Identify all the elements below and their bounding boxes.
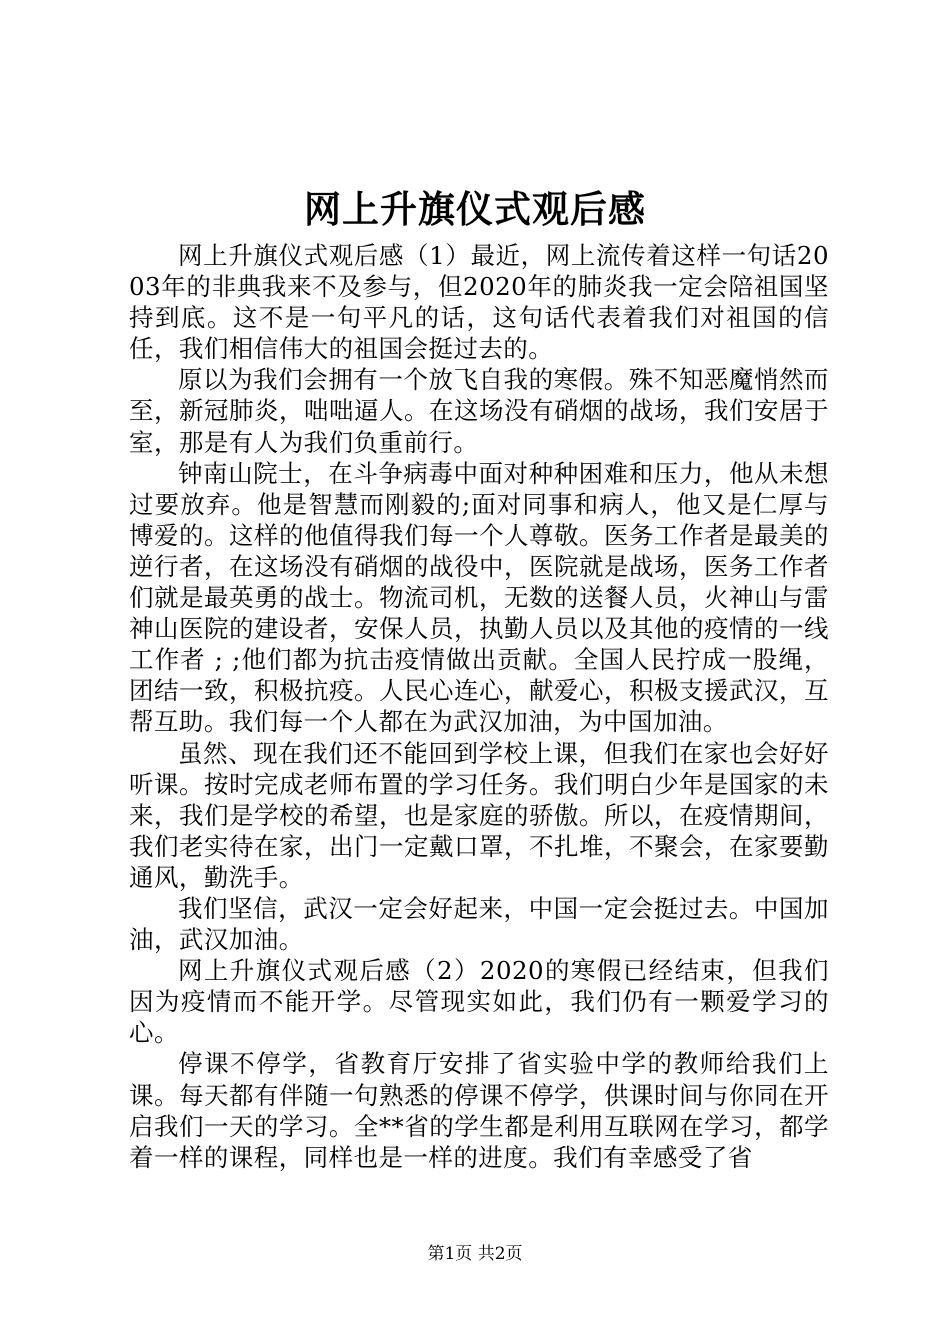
page-footer: 第1页 共2页 <box>427 1244 523 1264</box>
paragraph-3: 钟南山院士，在斗争病毒中面对种种困难和压力，他从未想过要放弃。他是智慧而刚毅的;面对同事和病人，他又是仁厚与博爱的。这样的他值得我们每一个人尊敬。医务工作者是最美的逆行者，在这场没有硝烟的战役中，医院就是战场，医务工作者们就是最英勇的战士。物流司机，无数的送餐人员，火神山与雷神山医院的建设者，安保人员，执勤人员以及其他的疫情的一线工作者 ; ;他们都为抗击疫情做出贡献。全国人民拧成一股绳，团结一致，积极抗疫。人民心连心，献爱心，积极支援武汉，互帮互助。我们每一个人都在为武汉加油，为中国加油。 <box>129 458 829 737</box>
paragraph-6: 网上升旗仪式观后感（2）2020的寒假已经结束，但我们因为疫情而不能开学。尽管现实如此，我们仍有一颗爱学习的心。 <box>129 956 829 1048</box>
paragraph-4: 虽然、现在我们还不能回到学校上课，但我们在家也会好好听课。按时完成老师布置的学习任务。我们明白少年是国家的未来，我们是学校的希望，也是家庭的骄傲。所以，在疫情期间，我们老实待在家，出门一定戴口罩，不扎堆，不聚会，在家要勤通风，勤洗手。 <box>129 738 829 892</box>
paragraph-7: 停课不停学，省教育厅安排了省实验中学的教师给我们上课。每天都有伴随一句熟悉的停课不停学，供课时间与你同在开启我们一天的学习。全**省的学生都是利用互联网在学习，都学着一样的课程，同样也是一样的进度。我们有幸感受了省 <box>129 1049 829 1172</box>
paragraph-5: 我们坚信，武汉一定会好起来，中国一定会挺过去。中国加油，武汉加油。 <box>129 893 829 955</box>
paragraph-2: 原以为我们会拥有一个放飞自我的寒假。殊不知恶魔悄然而至，新冠肺炎，咄咄逼人。在这场没有硝烟的战场，我们安居于室，那是有人为我们负重前行。 <box>129 365 829 457</box>
paragraph-1: 网上升旗仪式观后感（1）最近，网上流传着这样一句话2003年的非典我来不及参与，但2020年的肺炎我一定会陪祖国坚持到底。这不是一句平凡的话，这句话代表着我们对祖国的信任，我们相信伟大的祖国会挺过去的。 <box>129 241 829 364</box>
document-title: 网上升旗仪式观后感 <box>304 187 646 231</box>
document-body <box>129 240 829 1173</box>
